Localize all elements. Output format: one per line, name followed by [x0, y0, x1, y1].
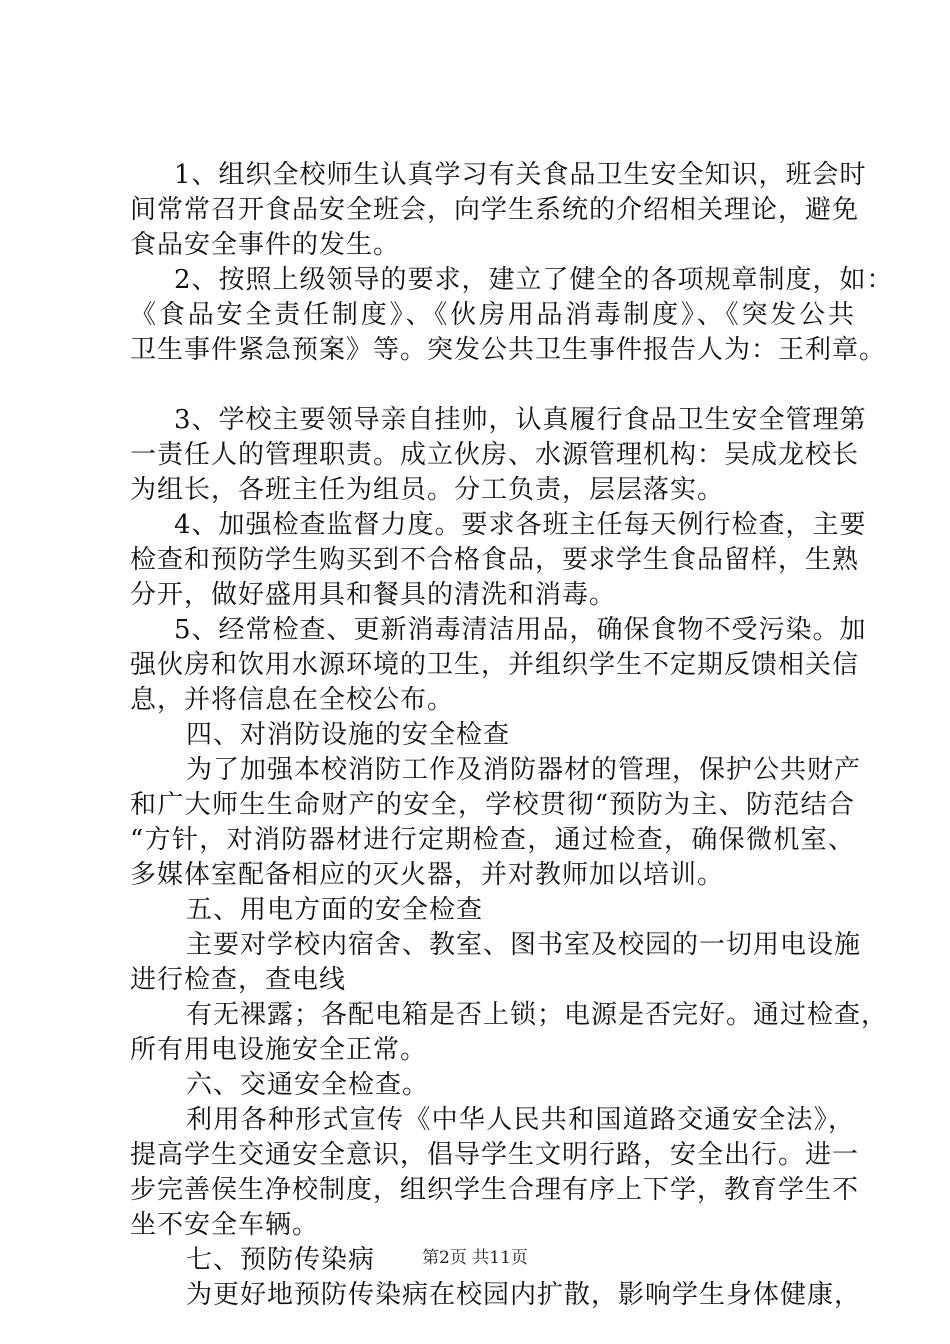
paragraph-line: 3、学校主要领导亲自挂帅，认真履行食品卫生安全管理第	[174, 405, 867, 435]
paragraph-line: 主要对学校内宿舍、教室、图书室及校园的一切用电设施	[186, 930, 862, 960]
paragraph-line: 4、加强检查监督力度。要求各班主任每天例行检查，主要	[174, 510, 867, 540]
page-number-footer: 第2页 共11页	[422, 1248, 528, 1268]
paragraph-line: 食品安全事件的发生。	[130, 230, 401, 260]
paragraph-line: 强伙房和饮用水源环境的卫生，并组织学生不定期反馈相关信	[130, 650, 860, 680]
section-heading: 六、交通安全检查。	[186, 1070, 430, 1100]
paragraph-line: 所有用电设施安全正常。	[130, 1035, 428, 1065]
paragraph-line: 进行检查，查电线	[130, 965, 347, 995]
paragraph-line: 息，并将信息在全校公布。	[130, 685, 455, 715]
paragraph-line: 和广大师生生命财产的安全，学校贯彻“预防为主、防范结合	[130, 790, 855, 820]
paragraph-line: 检查和预防学生购买到不合格食品，要求学生食品留样，生熟	[130, 545, 860, 575]
paragraph-line: 提高学生交通安全意识，倡导学生文明行路，安全出行。进一	[130, 1140, 860, 1170]
paragraph-line: 有无裸露；各配电箱是否上锁；电源是否完好。通过检查，	[186, 1000, 889, 1030]
paragraph-line: 间常常召开食品安全班会，向学生系统的介绍相关理论，避免	[130, 195, 860, 225]
paragraph-line: 5、经常检查、更新消毒清洁用品，确保食物不受污染。加	[174, 615, 867, 645]
paragraph-line: 坐不安全车辆。	[130, 1210, 320, 1240]
paragraph-line: 利用各种形式宣传《中华人民共和国道路交通安全法》，	[186, 1105, 855, 1135]
paragraph-line: “方针，对消防器材进行定期检查，通过检查，确保微机室、	[130, 825, 855, 855]
paragraph-line: 《食品安全责任制度》、《伙房用品消毒制度》、《突发公共	[130, 300, 855, 330]
section-heading: 五、用电方面的安全检查	[186, 895, 484, 925]
paragraph-gap	[130, 368, 855, 403]
paragraph-line: 分开，做好盛用具和餐具的清洗和消毒。	[130, 580, 617, 610]
paragraph-line: 为组长，各班主任为组员。分工负责，层层落实。	[130, 475, 725, 505]
paragraph-line: 为更好地预防传染病在校园内扩散，影响学生身体健康，	[186, 1280, 862, 1310]
paragraph-line: 为了加强本校消防工作及消防器材的管理，保护公共财产	[186, 755, 862, 785]
paragraph-line: 多媒体室配备相应的灭火器，并对教师加以培训。	[130, 860, 725, 890]
document-body	[130, 158, 894, 1313]
paragraph-line: 1、组织全校师生认真学习有关食品卫生安全知识，班会时	[174, 160, 867, 190]
paragraph-line: 2、按照上级领导的要求，建立了健全的各项规章制度，如：	[174, 265, 894, 295]
paragraph-line: 卫生事件紧急预案》等。突发公共卫生事件报告人为：王利章。	[130, 335, 887, 365]
section-heading: 四、对消防设施的安全检查	[186, 720, 511, 750]
section-heading: 七、预防传染病	[186, 1245, 376, 1275]
paragraph-line: 步完善侯生净校制度，组织学生合理有序上下学，教育学生不	[130, 1175, 860, 1205]
paragraph-line: 一责任人的管理职责。成立伙房、水源管理机构：吴成龙校长	[130, 440, 860, 470]
